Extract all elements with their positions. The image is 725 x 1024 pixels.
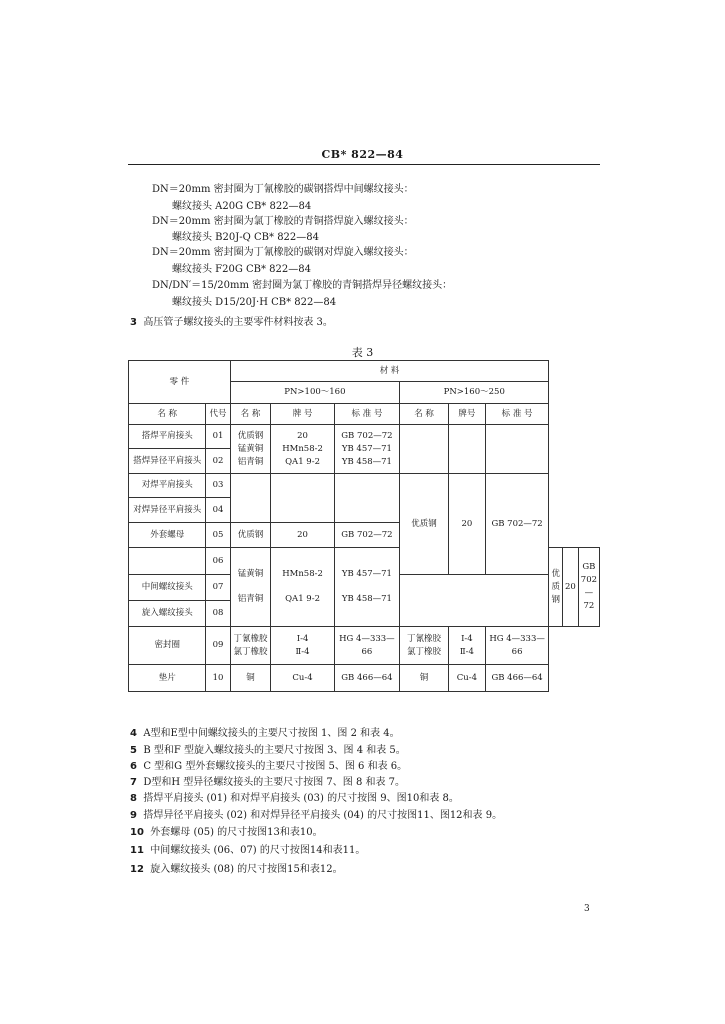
header-material: 材 料 (230, 361, 549, 382)
material-grade: 20 (271, 523, 334, 548)
part-code: 05 (206, 523, 230, 548)
part-code: 03 (206, 474, 230, 498)
item-6: 6 C 型和G 型外套螺纹接头的主要尺寸按图 5、图 6 和表 6。 (130, 761, 408, 772)
part-code: 06 (206, 548, 230, 575)
material-name: 优质钢 (549, 548, 563, 627)
material-name: 铜 (400, 665, 449, 692)
part-code: 09 (206, 627, 230, 665)
intro-line: 螺纹接头 F20G CB* 822—84 (172, 264, 311, 275)
material-standard: GB 466—64 (485, 665, 549, 692)
material-standards: GB 702—72 YB 457—71 YB 458—71 (334, 425, 399, 474)
material-grades: HMn58-2 QA1 9-2 (271, 548, 334, 627)
part-name: 外套螺母 (129, 523, 206, 548)
intro-line: 螺纹接头 B20J-Q CB* 822—84 (172, 232, 320, 243)
item-number: 3 (130, 317, 137, 328)
material-grade: 20 (449, 474, 486, 575)
part-name: 垫片 (129, 665, 206, 692)
header-rule (128, 164, 600, 165)
material-standard: GB 466—64 (334, 665, 399, 692)
material-grade: Cu-4 (449, 665, 486, 692)
material-names: 丁氰橡胶 氯丁橡胶 (400, 627, 449, 665)
part-code: 07 (206, 575, 230, 601)
material-name: 铜 (230, 665, 271, 692)
intro-line: 螺纹接头 D15/20J·H CB* 822—84 (172, 297, 337, 308)
part-name: 搭焊平肩接头 (129, 425, 206, 449)
header-pn-low: PN>100～160 (230, 382, 399, 404)
material-names: 锰黄铜 铝青铜 (230, 548, 271, 627)
item-5: 5 B 型和F 型旋入螺纹接头的主要尺寸按图 3、图 4 和表 5。 (130, 745, 406, 756)
material-grade: 20 (562, 548, 578, 627)
item-12: 12 旋入螺纹接头 (08) 的尺寸按图15和表12。 (130, 864, 343, 875)
material-table (128, 360, 600, 692)
intro-line: DN＝20mm 密封圈为氯丁橡胶的青铜搭焊旋入螺纹接头： (152, 216, 414, 227)
header-grade: 牌 号 (271, 404, 334, 425)
header-code: 代号 (206, 404, 230, 425)
material-names: 优质钢 锰黄铜 铝青铜 (230, 425, 271, 474)
header-material-name: 名 称 (230, 404, 271, 425)
material-standard: GB 702—72 (334, 523, 399, 548)
item-10: 10 外套螺母 (05) 的尺寸按图13和表10。 (130, 827, 323, 838)
page-number: 3 (584, 904, 590, 914)
part-code: 04 (206, 498, 230, 523)
part-name: 对焊平肩接头 (129, 474, 206, 498)
part-code: 01 (206, 425, 230, 449)
intro-line: DN＝20mm 密封圈为丁氰橡胶的碳钢搭焊中间螺纹接头： (152, 184, 414, 195)
header-material-name-2: 名 称 (400, 404, 449, 425)
header-pn-high: PN>160～250 (400, 382, 549, 404)
material-standard: GB 702—72 (485, 474, 549, 575)
document-header: CB* 822—84 (321, 148, 404, 161)
intro-line: DN/DN′＝15/20mm 密封圈为氯丁橡胶的青铜搭焊异径螺纹接头： (152, 280, 453, 291)
item-8: 8 搭焊平肩接头 (01) 和对焊平肩接头 (03) 的尺寸按图 9、图10和表 8。 (130, 793, 459, 804)
part-name: 中间螺纹接头 (129, 575, 206, 601)
header-standard-2: 标 准 号 (485, 404, 549, 425)
table-caption: 表 3 (351, 346, 374, 359)
item-text: 高压管子螺纹接头的主要零件材料按表 3。 (143, 317, 333, 328)
material-grades: I-4 Ⅱ-4 (271, 627, 334, 665)
material-name: 优质钢 (230, 523, 271, 548)
part-name: 旋入螺纹接头 (129, 601, 206, 627)
header-name: 名 称 (129, 404, 206, 425)
part-code: 08 (206, 601, 230, 627)
material-grades: I-4 Ⅱ-4 (449, 627, 486, 665)
material-grades: 20 HMn58-2 QA1 9-2 (271, 425, 334, 474)
header-standard: 标 准 号 (334, 404, 399, 425)
intro-line: 螺纹接头 A20G CB* 822—84 (172, 201, 312, 212)
material-grade: Cu-4 (271, 665, 334, 692)
part-name: 搭焊异径平肩接头 (129, 449, 206, 474)
intro-line: DN＝20mm 密封圈为丁氰橡胶的碳钢对焊旋入螺纹接头： (152, 247, 414, 258)
material-name: 优质钢 (400, 474, 449, 575)
material-standards: YB 457—71 YB 458—71 (334, 548, 399, 627)
material-standard: HG 4—333—66 (334, 627, 399, 665)
part-code: 10 (206, 665, 230, 692)
part-name: 密封圈 (129, 627, 206, 665)
item-4: 4 A型和E型中间螺纹接头的主要尺寸按图 1、图 2 和表 4。 (130, 728, 400, 739)
header-grade-2: 牌号 (449, 404, 486, 425)
part-name: 对焊异径平肩接头 (129, 498, 206, 523)
item-3 (130, 313, 333, 328)
material-standard: GB 702—72 (578, 548, 599, 627)
item-9: 9 搭焊异径平肩接头 (02) 和对焊异径平肩接头 (04) 的尺寸按图11、图12和表 9。 (130, 810, 503, 821)
item-11: 11 中间螺纹接头 (06、07) 的尺寸按图14和表11。 (130, 845, 366, 856)
material-standard: HG 4—333—66 (485, 627, 549, 665)
part-code: 02 (206, 449, 230, 474)
material-names: 丁氰橡胶 氯丁橡胶 (230, 627, 271, 665)
header-part: 零 件 (129, 361, 231, 404)
item-7: 7 D型和H 型异径螺纹接头的主要尺寸按图 7、图 8 和表 7。 (130, 777, 406, 788)
